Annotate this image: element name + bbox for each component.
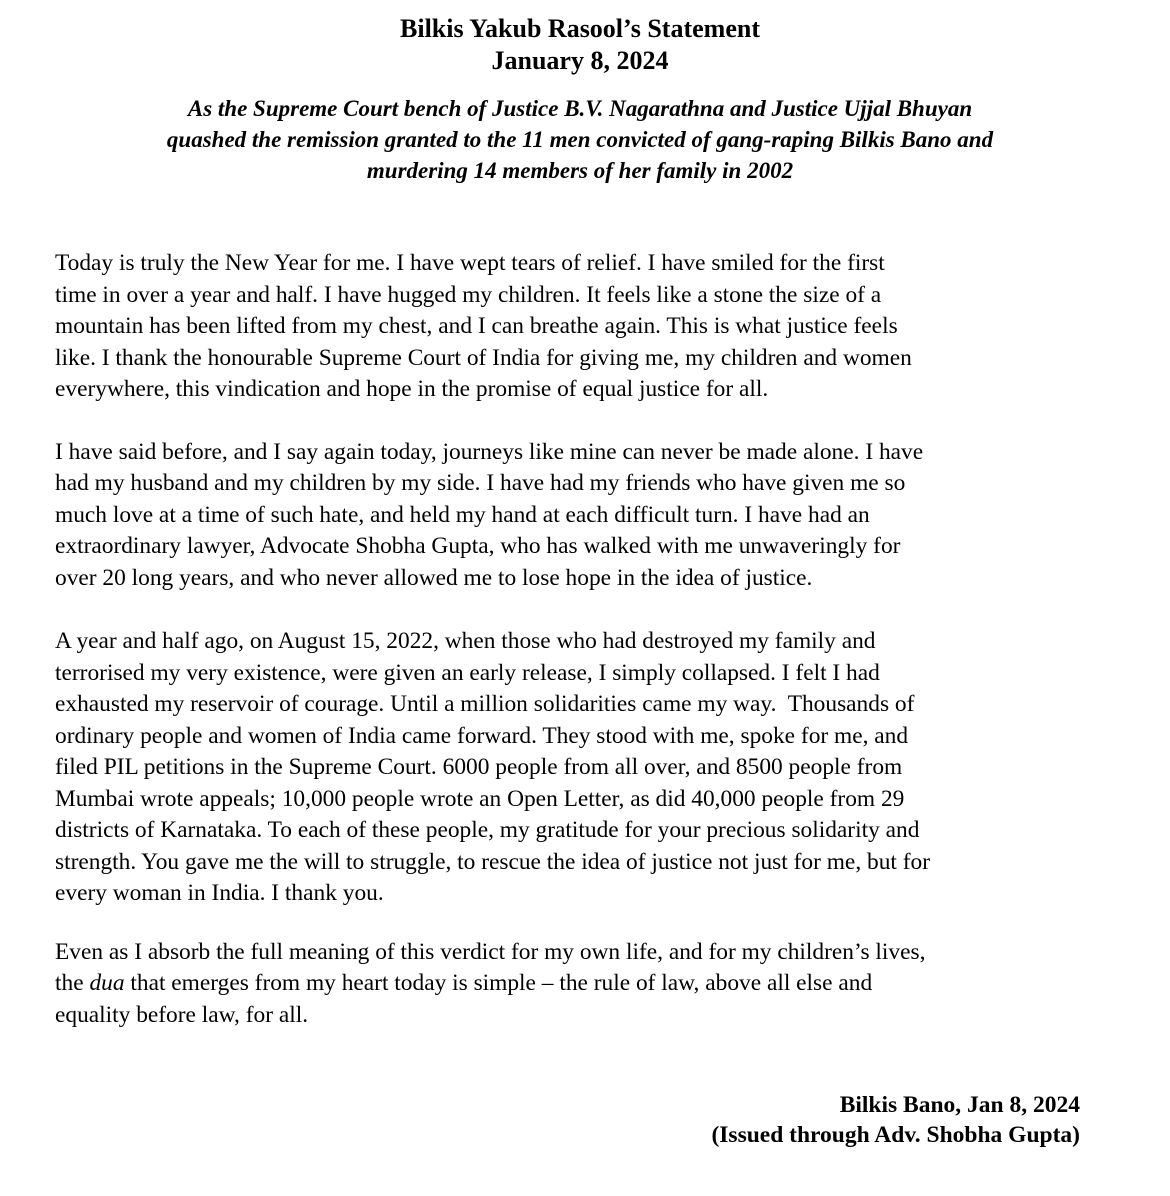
signature-issued-through: (Issued through Adv. Shobha Gupta) xyxy=(711,1122,1080,1148)
paragraph-line: Mumbai wrote appeals; 10,000 people wrote an Open Letter, as did 40,000 people from 29 xyxy=(55,785,905,812)
paragraph-line: every woman in India. I thank you. xyxy=(55,880,384,906)
paragraph-line xyxy=(55,968,1155,1000)
paragraph-line: Today is truly the New Year for me. I have wept tears of relief. I have smiled for the first xyxy=(55,250,885,276)
paragraph-line: like. I thank the honourable Supreme Court of India for giving me, my children and women xyxy=(55,344,912,371)
paragraph-line: much love at a time of such hate, and held my hand at each difficult turn. I have had an xyxy=(55,501,870,528)
paragraph-support xyxy=(55,437,1155,595)
paragraph-line: I have said before, and I say again today, journeys like mine can never be made alone. I have xyxy=(55,438,924,465)
text-run: the xyxy=(55,970,90,996)
paragraph-line: Even as I absorb the full meaning of this verdict for my own life, and for my children’s lives, xyxy=(55,938,926,965)
paragraph-solidarity xyxy=(55,626,1155,910)
paragraph-line: filed PIL petitions in the Supreme Court. 6000 people from all over, and 8500 people from xyxy=(55,754,903,780)
paragraph-line: strength. You gave me the will to struggle, to rescue the idea of justice not just for me, but for xyxy=(55,848,931,875)
paragraph-line: equality before law, for all. xyxy=(55,1001,309,1028)
statement-title: Bilkis Yakub Rasool’s Statement xyxy=(400,14,760,43)
statement-header xyxy=(0,10,1160,73)
signature-block xyxy=(0,1090,1080,1150)
paragraph-dua xyxy=(55,937,1155,1032)
paragraph-new-year xyxy=(55,248,1155,406)
subtitle-line: As the Supreme Court bench of Justice B.V. Nagarathna and Justice Ujjal Bhuyan xyxy=(187,96,973,121)
paragraph-line: districts of Karnataka. To each of these people, my gratitude for your precious solidarity and xyxy=(55,817,920,843)
italic-word-dua: dua xyxy=(89,970,125,996)
text-run: that emerges from my heart today is simple – the rule of law, above all else and xyxy=(124,970,873,996)
paragraph-line: extraordinary lawyer, Advocate Shobha Gupta, who has walked with me unwaveringly for xyxy=(55,533,901,559)
paragraph-line: A year and half ago, on August 15, 2022, when those who had destroyed my family and xyxy=(55,628,876,654)
paragraph-line: ordinary people and women of India came forward. They stood with me, spoke for me, and xyxy=(55,722,909,749)
paragraph-line: terrorised my very existence, were given an early release, I simply collapsed. I felt I had xyxy=(55,659,880,686)
subtitle-line: murdering 14 members of her family in 2002 xyxy=(366,158,794,183)
statement-subtitle xyxy=(50,93,1110,186)
subtitle-line: quashed the remission granted to the 11 men convicted of gang-raping Bilkis Bano and xyxy=(166,127,994,152)
paragraph-line: time in over a year and half. I have hugged my children. It feels like a stone the size of a xyxy=(55,281,882,308)
signature-name-date: Bilkis Bano, Jan 8, 2024 xyxy=(839,1092,1080,1118)
paragraph-line: everywhere, this vindication and hope in the promise of equal justice for all. xyxy=(55,376,769,402)
paragraph-line: over 20 long years, and who never allowed me to lose hope in the idea of justice. xyxy=(55,564,813,591)
statement-date: January 8, 2024 xyxy=(491,45,669,75)
paragraph-line: mountain has been lifted from my chest, and I can breathe again. This is what justice feels xyxy=(55,313,898,339)
paragraph-line: exhausted my reservoir of courage. Until a million solidarities came my way. Thousands of xyxy=(55,691,915,717)
paragraph-line: had my husband and my children by my side. I have had my friends who have given me so xyxy=(55,470,906,496)
